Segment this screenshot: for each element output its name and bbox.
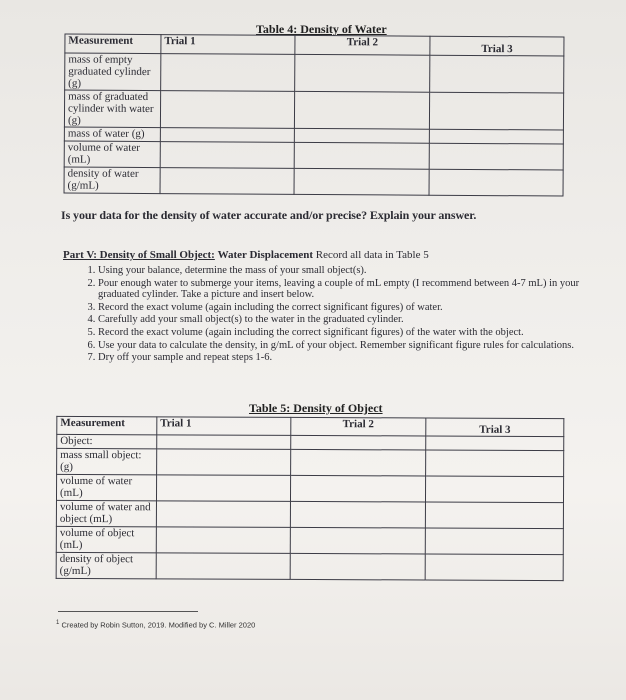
part5-subtitle: Water Displacement bbox=[217, 249, 314, 261]
table5-cell[interactable] bbox=[290, 475, 426, 502]
procedure-step: 6. Use your data to calculate the density, in g/mL of your object. Remember significant figure rules for calculations. bbox=[98, 340, 588, 352]
table4-cell[interactable] bbox=[160, 168, 294, 195]
table5-cell[interactable] bbox=[290, 527, 426, 554]
footnote bbox=[56, 620, 255, 630]
accuracy-question: Is your data for the density of water accurate and/or precise? Explain your answer. bbox=[61, 208, 477, 222]
procedure-step: 7. Dry off your sample and repeat steps 1-6. bbox=[98, 352, 588, 364]
footnote-divider bbox=[58, 611, 198, 612]
part5-heading bbox=[63, 249, 429, 261]
table5-row-label: mass small object: (g) bbox=[57, 448, 157, 474]
table5-caption: Table 5: Density of Object bbox=[249, 401, 383, 415]
table4-row-label: mass of water (g) bbox=[64, 127, 160, 142]
table4-cell[interactable] bbox=[430, 129, 564, 144]
table4-density-of-water bbox=[64, 33, 565, 196]
table4-cell[interactable] bbox=[429, 169, 563, 196]
table4-cell[interactable] bbox=[160, 142, 294, 169]
table5-row-label: Object: bbox=[57, 434, 157, 448]
table5-cell[interactable] bbox=[156, 527, 290, 554]
table4-header-trial-2: Trial 2 bbox=[294, 35, 430, 55]
table5-header-trial-2: Trial 2 bbox=[290, 417, 426, 436]
table4-cell[interactable] bbox=[294, 128, 430, 143]
table5-cell[interactable] bbox=[156, 553, 290, 580]
table5-row-label: volume of water (mL) bbox=[56, 474, 156, 500]
procedure-step: 3. Record the exact volume (again including the correct significant figures) of water. bbox=[98, 302, 588, 314]
table4-cell[interactable] bbox=[294, 54, 430, 92]
table5-cell[interactable] bbox=[157, 449, 291, 476]
table4-cell[interactable] bbox=[161, 54, 295, 92]
part5-intro: Record all data in Table 5 bbox=[315, 249, 429, 261]
table5-cell[interactable] bbox=[426, 476, 564, 503]
table5-row-label: volume of object (mL) bbox=[56, 526, 156, 552]
procedure-step: 4. Carefully add your small object(s) to the water in the graduated cylinder. bbox=[98, 314, 588, 326]
table5-cell[interactable] bbox=[290, 435, 426, 450]
table5-cell[interactable] bbox=[426, 450, 564, 477]
table4-header-measurement: Measurement bbox=[65, 34, 161, 54]
table4-row-label: density of water (g/mL) bbox=[64, 167, 160, 194]
table5-cell[interactable] bbox=[290, 501, 426, 528]
table5-cell[interactable] bbox=[156, 475, 290, 502]
footnote-marker: 1 bbox=[56, 620, 60, 626]
table4-header-trial-3: Trial 3 bbox=[430, 36, 564, 56]
table5-cell[interactable] bbox=[156, 501, 290, 528]
table4-cell[interactable] bbox=[160, 91, 294, 129]
table5-cell[interactable] bbox=[426, 502, 564, 529]
table4-row-label: mass of graduated cylinder with water (g) bbox=[64, 90, 160, 128]
table5-cell[interactable] bbox=[426, 528, 564, 555]
table4-cell[interactable] bbox=[430, 92, 564, 130]
table5-cell[interactable] bbox=[157, 435, 291, 450]
footnote-text: Created by Robin Sutton, 2019. Modified by C. Miller 2020 bbox=[61, 620, 256, 630]
part5-title: Part V: Density of Small Object: bbox=[63, 249, 215, 261]
table5-row-label: volume of water and object (mL) bbox=[56, 500, 156, 526]
procedure-step: 1. Using your balance, determine the mass of your small object(s). bbox=[98, 265, 588, 277]
procedure-step: 2. Pour enough water to submerge your items, leaving a couple of mL empty (I recommend between 4-7 mL) in your graduated cylinder. Take a picture and insert below. bbox=[98, 278, 588, 301]
table5-row-label: density of object (g/mL) bbox=[56, 552, 156, 578]
table4-caption: Table 4: Density of Water bbox=[256, 22, 387, 36]
table5-cell[interactable] bbox=[425, 554, 563, 581]
procedure-steps bbox=[80, 265, 588, 365]
table5-density-of-object bbox=[56, 416, 565, 581]
procedure-step: 5. Record the exact volume (again including the correct significant figures) of the water with the object. bbox=[98, 327, 588, 339]
table4-cell[interactable] bbox=[294, 91, 430, 129]
table4-cell[interactable] bbox=[294, 142, 430, 169]
table4-header-trial-1: Trial 1 bbox=[161, 35, 295, 55]
table4-cell[interactable] bbox=[429, 143, 563, 170]
table5-cell[interactable] bbox=[426, 436, 564, 451]
table4-row-label: mass of empty graduated cylinder (g) bbox=[65, 53, 161, 91]
table5-header-measurement: Measurement bbox=[57, 416, 157, 434]
table5-header-trial-3: Trial 3 bbox=[426, 418, 564, 437]
table4-cell[interactable] bbox=[294, 168, 430, 195]
table4-row-label: volume of water (mL) bbox=[64, 141, 160, 168]
table5-cell[interactable] bbox=[290, 449, 426, 476]
table5-cell[interactable] bbox=[290, 553, 426, 580]
table5-header-trial-1: Trial 1 bbox=[157, 417, 291, 436]
table4-cell[interactable] bbox=[160, 128, 294, 143]
table4-cell[interactable] bbox=[430, 55, 564, 93]
